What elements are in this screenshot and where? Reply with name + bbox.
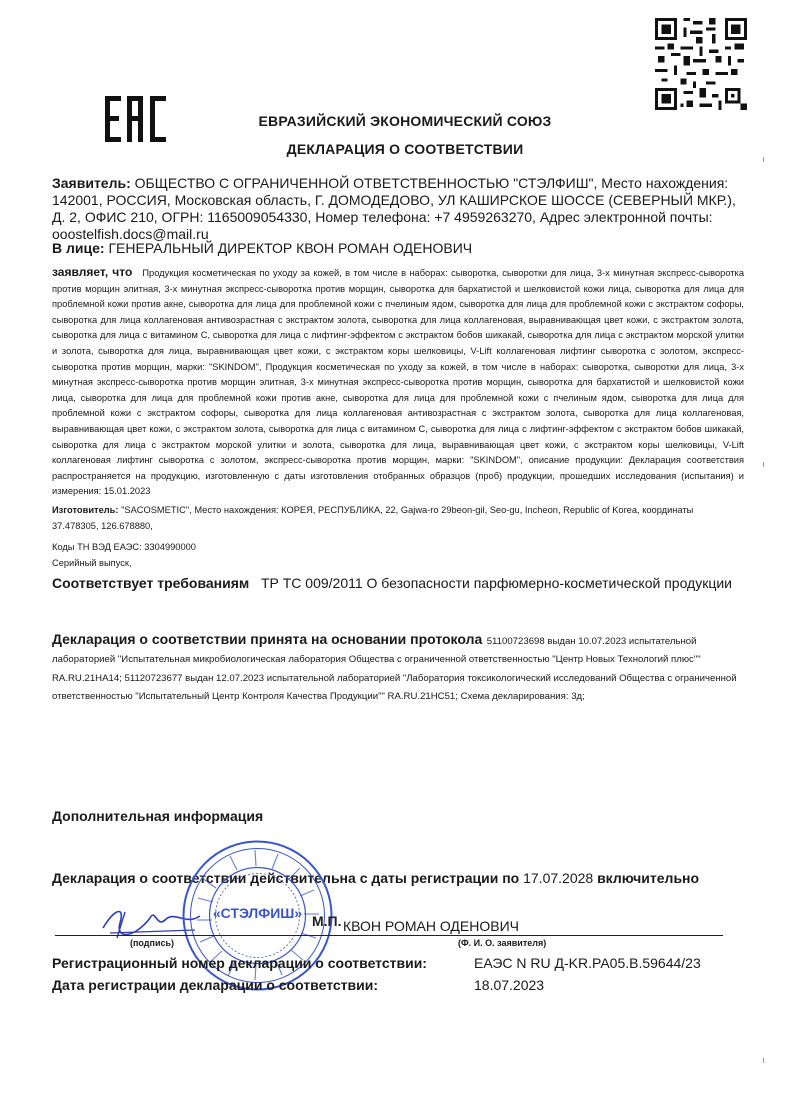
document-title: ДЕКЛАРАЦИЯ О СООТВЕТСТВИИ <box>286 141 524 157</box>
compliance-block <box>52 575 732 592</box>
registration-date: 18.07.2023 <box>474 977 545 993</box>
applicant-text: ОБЩЕСТВО С ОГРАНИЧЕННОЙ ОТВЕТСТВЕННОСТЬЮ "СТЭЛФИШ", Место нахождения: 142001, РОССИЯ, Московская область, Г. ДОМОДЕДОВО, УЛ КАШИРСКОЕ ШОССЕ (СЕВЕРНЫЙ МКР.), Д. 2, ОФИС 210, ОГРН: 1165009054330, Номер телефона: +7 4959263270, Адрес электронной почты: ooostelfish.docs@mail.ru <box>52 175 736 242</box>
registration-number-label: Регистрационный номер декларации о соответствии: <box>52 955 427 971</box>
compliance-label: Соответствует требованиям <box>52 575 250 591</box>
declaration-block <box>52 265 744 500</box>
manufacturer-label: Изготовитель: <box>52 505 119 515</box>
manufacturer-text: "SACOSMETIC", Место нахождения: КОРЕЯ, РЕСПУБЛИКА, 22, Gajwa-ro 29beon-gil, Seo-gu, Incheon, Republic of Korea, координаты 37.478305, 126.678880, <box>52 505 694 531</box>
validity-date: 17.07.2028 <box>523 870 594 886</box>
serial-release: Серийный выпуск, <box>52 558 132 568</box>
signer-name-caption: (Ф. И. О. заявителя) <box>458 938 547 948</box>
compliance-text: ТР ТС 009/2011 О безопасности парфюмерно-косметической продукции <box>260 575 732 591</box>
eac-logo <box>105 96 167 142</box>
registration-number: ЕАЭС N RU Д-KR.PA05.B.59644/23 <box>474 955 701 971</box>
validity-block <box>52 870 699 886</box>
signature-caption: (подпись) <box>130 938 175 948</box>
signer-name: КВОН РОМАН ОДЕНОВИЧ <box>343 918 519 934</box>
product-description: Продукция косметическая по уходу за кожей, в том числе в наборах: сыворотка, сыворотки для лица, 3-х минутная экспресс-сыворотка против морщин элитная, 3-х минутная экспресс-сыворотка против морщин, сыворотка для бархатистой и шелковистой кожи лица, сыворотка для лица для проблемной кожи против акне, сыворотка для лица для проблемной кожи с пчелиным ядом, сыворотка для лица для проблемной кожи с экстрактом софоры, сыворотка для лица коллагеновая антивозрастная с экстрактом золота, сыворотка для лица коллагеновая, выравнивающая цвет кожи, с экстрактом золота, сыворотка для лица с витамином С, сыворотка для лица с лифтинг-эффектом с экстрактом бобов шикакай, сыворотка для лица с экстрактом морской улитки и золота, сыворотка для лица, выравнивающая цвет кожи, с экстрактом коры шелковицы, V-Lift коллагеновая лифтинг сыворотка с золотом, экспресс-сыворотка против морщин, марки: "SKINDOM", Продукция косметическая по уходу за кожей, в том числе в наборах: сыворотка, сыворотки для лица, 3-х минутная экспресс-сыворотка против морщин элитная, 3-х минутная экспресс-сыворотка против морщин, сыворотка для бархатистой и шелковистой кожи лица, сыворотка для лица для проблемной кожи против акне, сыворотка для лица для проблемной кожи с пчелиным ядом, сыворотка для лица для проблемной кожи с экстрактом софоры, сыворотка для лица коллагеновая антивозрастная с экстрактом золота, сыворотка для лица коллагеновая, выравнивающая цвет кожи, с экстрактом золота, сыворотка для лица с витамином С, сыворотка для лица с лифтинг-эффектом с экстрактом бобов шикакай, сыворотка для лица с экстрактом морской улитки и золота, сыворотка для лица, выравнивающая цвет кожи, с экстрактом коры шелковицы, V-Lift коллагеновая лифтинг сыворотка с золотом, экспресс-сыворотка против морщин, марки: "SKINDOM", описание продукции: Декларация соответствия распространяется на продукцию, изготовленную с даты изготовления отобранных образцов (проб) продукции, прошедших исследования (испытания) и измерения: 15.01.2023 <box>52 268 745 497</box>
additional-info-heading: Дополнительная информация <box>52 808 264 824</box>
manufacturer-block <box>52 503 742 534</box>
stamp-company-text: «СТЭЛФИШ» <box>212 905 303 921</box>
scan-mark <box>763 462 764 467</box>
registration-date-label: Дата регистрации декларации о соответствии: <box>52 977 378 993</box>
protocol-label: Декларация о соответствии принята на основании протокола <box>52 631 483 647</box>
applicant-block <box>52 175 752 243</box>
scan-mark <box>763 1058 764 1063</box>
scan-mark <box>763 157 764 162</box>
declares-label: заявляет, что <box>52 265 133 279</box>
applicant-label: Заявитель: <box>52 175 131 191</box>
customs-codes: Коды ТН ВЭД ЕАЭС: 3304990000 <box>52 542 196 552</box>
representative-text: ГЕНЕРАЛЬНЫЙ ДИРЕКТОР КВОН РОМАН ОДЕНОВИЧ <box>108 240 473 256</box>
validity-suffix: включительно <box>597 870 700 886</box>
representative-label: В лице: <box>52 240 105 256</box>
stamp-place-mark: М.П. <box>312 913 342 929</box>
validity-label: Декларация о соответствии действительна с даты регистрации по <box>52 870 520 886</box>
signature-line <box>55 935 723 936</box>
representative-block <box>52 240 752 257</box>
protocol-block <box>52 631 744 705</box>
union-title: ЕВРАЗИЙСКИЙ ЭКОНОМИЧЕСКИЙ СОЮЗ <box>258 113 552 129</box>
protocol-text: 51100723698 выдан 10.07.2023 испытательной лабораторией "Испытательная микробиологическая лаборатория Общества с ограниченной ответственностью "Центр Новых Технологий плюс"" RA.RU.21HA14; 51120723677 выдан 12.07.2023 испытательной лабораторией "Лаборатория токсикологический исследований Общества с ограниченной ответственностью "Испытательный Центр Контроля Качества Продукции"" RA.RU.21HC51; Схема декларирования: 3д; <box>52 636 737 703</box>
qr-code-icon <box>655 18 747 110</box>
